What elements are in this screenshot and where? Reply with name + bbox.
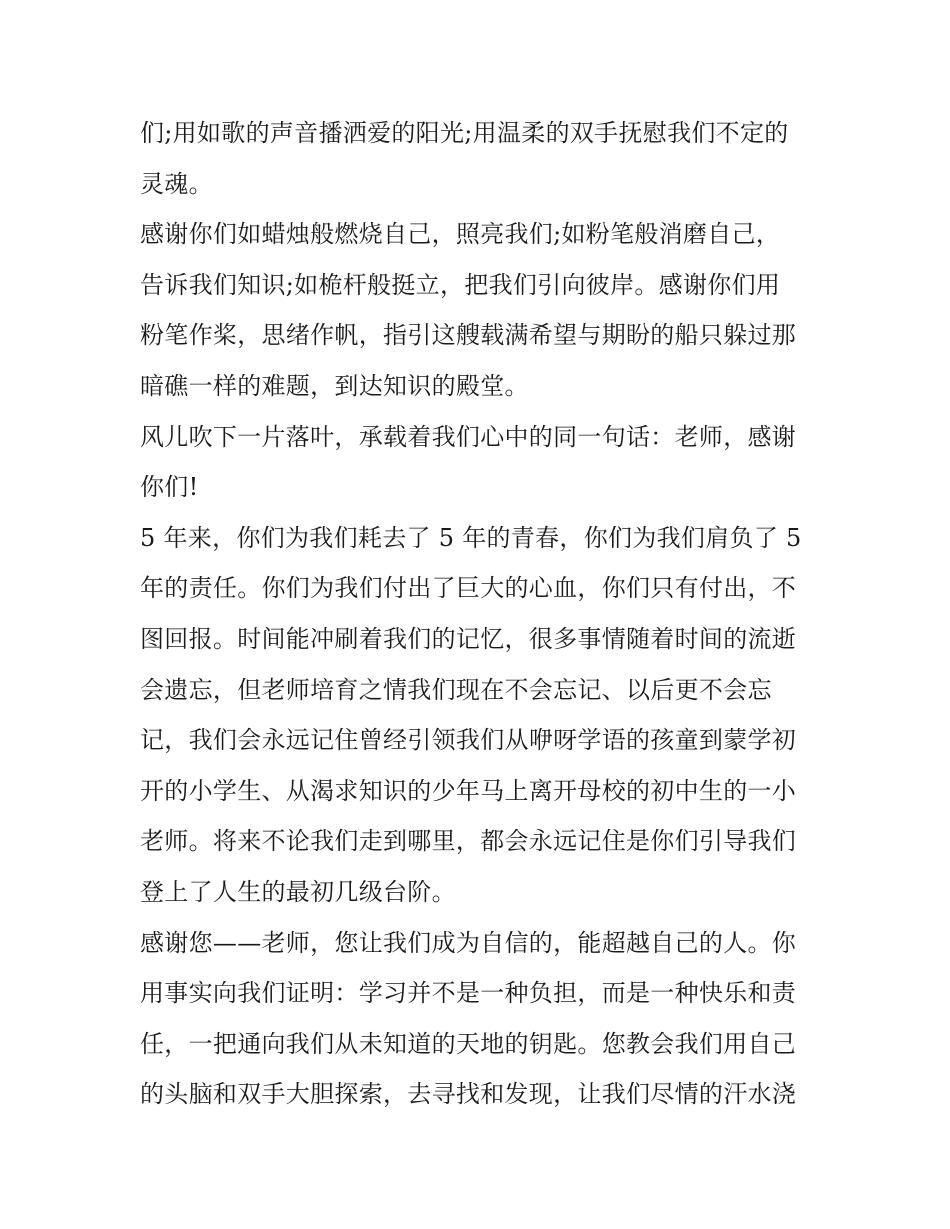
text-line: 你们! (140, 473, 199, 502)
document-body (140, 108, 820, 1120)
text-line: 们;用如歌的声音播洒爱的阳光;用温柔的双手抚慰我们不定的 (140, 119, 789, 147)
text-line: 会遗忘，但老师培育之情我们现在不会忘记、以后更不会忘 (140, 675, 772, 704)
text-line: 用事实向我们证明：学习并不是一种负担，而是一种快乐和责 (140, 979, 797, 1008)
text-line: 感谢您——老师，您让我们成为自信的，能超越自己的人。你 (140, 928, 797, 957)
text-line: 的头脑和双手大胆探索，去寻找和发现，让我们尽情的汗水浇 (140, 1080, 797, 1109)
text-line: 登上了人生的最初几级台阶。 (140, 877, 456, 906)
text-line: 灵魂。 (140, 169, 213, 198)
text-line: 暗礁一样的难题，到达知识的殿堂。 (140, 371, 529, 400)
text-line: 图回报。时间能冲刷着我们的记忆，很多事情随着时间的流逝 (140, 624, 797, 653)
text-line: 记，我们会永远记住曾经引领我们从咿呀学语的孩童到蒙学初 (140, 726, 797, 755)
text-line: 风儿吹下一片落叶，承载着我们心中的同一句话：老师，感谢 (140, 422, 797, 451)
text-line: 老师。将来不论我们走到哪里，都会永远记住是你们引导我们 (140, 827, 797, 856)
text-line: 粉笔作桨，思绪作帆，指引这艘载满希望与期盼的船只躲过那 (140, 321, 797, 350)
text-line: 告诉我们知识;如桅杆般挺立，把我们引向彼岸。感谢你们用 (140, 270, 781, 299)
text-line: 感谢你们如蜡烛般燃烧自己，照亮我们;如粉笔般消磨自己， (140, 220, 781, 249)
text-line: 任，一把通向我们从未知道的天地的钥匙。您教会我们用自己 (140, 1029, 797, 1058)
text-line: 5 年来，你们为我们耗去了 5 年的青春，你们为我们肩负了 5 (140, 523, 802, 552)
text-line: 开的小学生、从渴求知识的少年马上离开母校的初中生的一小 (140, 776, 797, 805)
text-line: 年的责任。你们为我们付出了巨大的心血，你们只有付出，不 (140, 574, 797, 603)
